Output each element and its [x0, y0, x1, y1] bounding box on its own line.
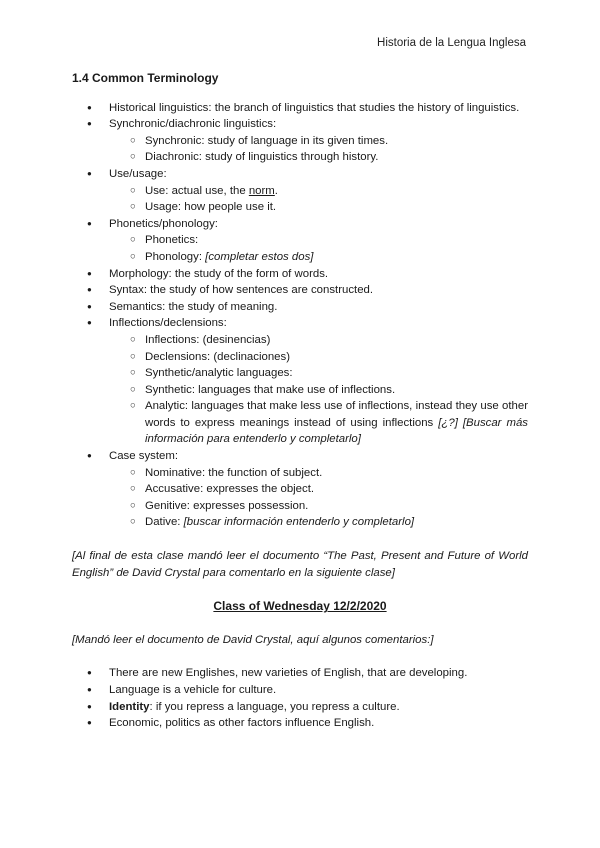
sublist-item: ○ Synthetic/analytic languages:: [109, 365, 528, 382]
italic-note: [¿?]: [438, 416, 458, 429]
list-item: [72, 448, 528, 531]
item-text: : if you repress a language, you repress a culture.: [149, 700, 400, 713]
item-text: Phonology:: [145, 250, 206, 263]
sublist-item: ○ Nominative: the function of subject.: [109, 465, 528, 482]
sublist-item: ○ Usage: how people use it.: [109, 199, 528, 216]
page-header: Historia de la Lengua Inglesa: [377, 37, 526, 49]
list-item: ● Language is a vehicle for culture.: [72, 682, 528, 699]
class-title: Class of Wednesday 12/2/2020: [213, 599, 387, 614]
item-text: Analytic: languages that make less use of inflections, instead they use other words to express meanings instead of using inflections: [145, 400, 528, 429]
sublist-item: ○ Phonetics:: [109, 232, 528, 249]
list-item: ● Semantics: the study of meaning.: [72, 299, 528, 316]
sublist-item: ○ Accusative: expresses the object.: [109, 481, 528, 498]
sublist-item: [109, 514, 528, 531]
item-text: .: [274, 184, 278, 197]
sublist: [109, 232, 528, 265]
list-item: [72, 116, 528, 166]
norm-underlined: norm: [248, 184, 275, 197]
terminology-list: [72, 100, 528, 531]
section-heading: 1.4 Common Terminology: [72, 71, 219, 85]
list-item: ● Morphology: the study of the form of words.: [72, 266, 528, 283]
list-item-text: Use/usage:: [109, 167, 167, 180]
class-note: [Al final de esta clase mandó leer el documento “The Past, Present and Future of World English” de David Crystal para comentarlo en la siguiente clase]: [72, 550, 528, 579]
item-text: Use: actual use, the: [145, 184, 249, 197]
item-text: Dative:: [145, 516, 184, 529]
sublist: [109, 465, 528, 531]
sublist-item: ○ Genitive: expresses possession.: [109, 498, 528, 515]
list-item-text: Phonetics/phonology:: [109, 217, 218, 230]
list-item-text: Case system:: [109, 450, 178, 463]
list-item: ● There are new Englishes, new varieties of English, that are developing.: [72, 665, 528, 682]
sublist: [109, 133, 528, 166]
sublist-item: ○ Declensions: (declinaciones): [109, 349, 528, 366]
list-item: ● Syntax: the study of how sentences are constructed.: [72, 282, 528, 299]
list-item: ● Historical linguistics: the branch of linguistics that studies the history of linguistics.: [72, 100, 528, 117]
sublist: [109, 332, 528, 448]
list-item: ● Economic, politics as other factors influence English.: [72, 715, 528, 732]
list-item-text: Inflections/declensions:: [109, 317, 227, 330]
sublist-item: [109, 398, 528, 448]
list-item: [72, 166, 528, 216]
sublist-item: ○ Synthetic: languages that make use of inflections.: [109, 382, 528, 399]
comments-list: [72, 665, 528, 731]
list-item-text: Synchronic/diachronic linguistics:: [109, 118, 277, 131]
sublist-item: [109, 249, 528, 266]
class-note: [Mandó leer el documento de David Crystal, aquí algunos comentarios:]: [72, 633, 434, 646]
list-item: [72, 699, 528, 716]
sublist: [109, 183, 528, 216]
sublist-item: ○ Inflections: (desinencias): [109, 332, 528, 349]
list-item: [72, 216, 528, 266]
sublist-item: ○ Diachronic: study of linguistics through history.: [109, 149, 528, 166]
document-body: [72, 70, 528, 732]
sublist-item: ○ Synchronic: study of language in its given times.: [109, 133, 528, 150]
italic-note: [Buscar más información para entenderlo y completarlo]: [145, 416, 528, 446]
italic-note: [completar estos dos]: [205, 250, 314, 263]
sublist-item: [109, 183, 528, 200]
bold-term: Identity: [109, 700, 150, 713]
italic-note: [buscar información entenderlo y completarlo]: [183, 516, 415, 529]
list-item: [72, 315, 528, 448]
